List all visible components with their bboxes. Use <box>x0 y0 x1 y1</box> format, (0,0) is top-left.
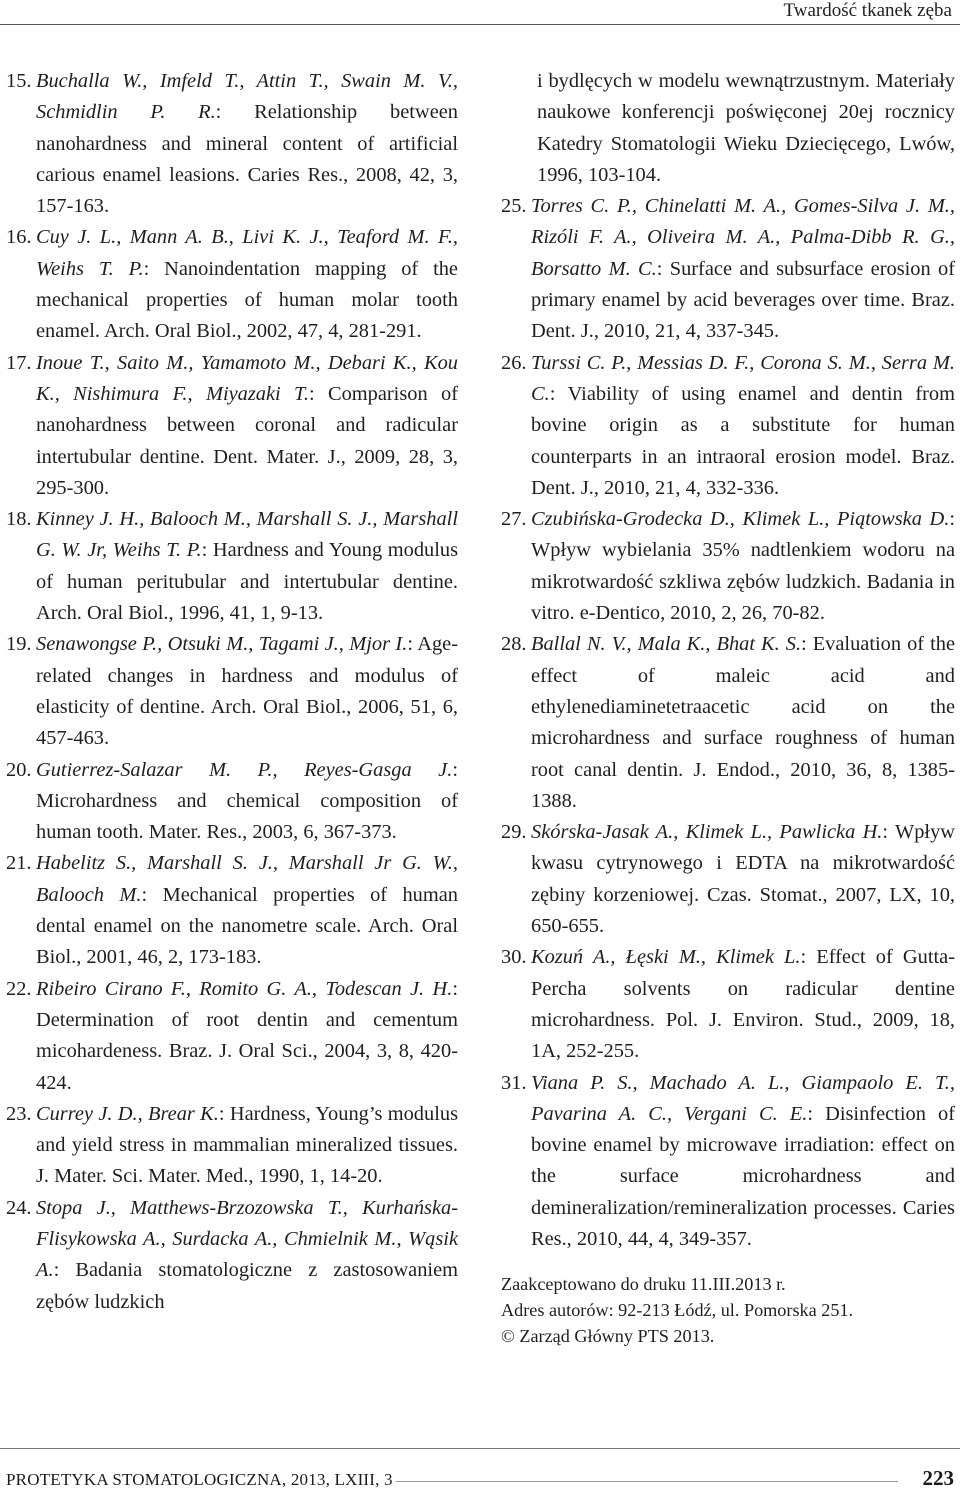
page-number: 223 <box>922 1466 954 1490</box>
reference-details: : Viability of using enamel and dentin from bovine origin as a substitute for human counterparts in an intraoral erosion model. Braz. Dent. J., 2010, 21, 4, 332-336. <box>531 382 955 499</box>
author-address: Adres autorów: 92-213 Łódź, ul. Pomorska 251. <box>501 1300 854 1321</box>
reference-15: 15. Buchalla W., Imfeld T., Attin T., Swain M. V., Schmidlin P. R.: Relationship between nanohardness and mineral content of artificial carious enamel leasions. Caries Res., 2008, 42, 3, 157-163. <box>6 70 458 218</box>
reference-authors: Stopa J., Matthews-Brzozowska T., Kurhańska-Flisykowska A., Surdacka A., Chmielnik M., Wąsik A. <box>36 1196 458 1282</box>
reference-20: 20. Gutierrez-Salazar M. P., Reyes-Gasga J.: Microhardness and chemical composition of human tooth. Mater. Res., 2003, 6, 367-373. <box>6 758 458 844</box>
reference-details: : Effect of Gutta-Percha solvents on radicular dentine microhardness. Pol. J. Environ. Stud., 2009, 18, 1A, 252-255. <box>531 946 956 1063</box>
reference-authors: Inoue T., Saito M., Yamamoto M., Debari K., Kou K., Nishimura F., Miyazaki T. <box>36 351 458 405</box>
reference-details: : Evaluation of the effect of maleic acid and ethylenediaminetetraacetic acid on the microhardness and surface roughness of human root canal dentin. J. Endod., 2010, 36, 8, 1385-1388. <box>531 633 955 812</box>
right-column <box>501 66 955 1349</box>
reference-details: : Relationship between nanohardness and mineral content of artificial carious enamel leasions. Caries Res., 2008, 42, 3, 157-163. <box>36 101 458 218</box>
footer-rule <box>0 1448 960 1449</box>
reference-authors: Czubińska-Grodecka D., Klimek L., Piątowska D. <box>531 508 950 531</box>
reference-authors: Ribeiro Cirano F., Romito G. A., Todescan J. H. <box>36 977 453 1000</box>
running-title: Twardość tkanek zęba <box>783 0 952 21</box>
reference-details: : Nanoindentation mapping of the mechanical properties of human molar tooth enamel. Arch. Oral Biol., 2002, 47, 4, 281-291. <box>36 257 458 343</box>
reference-details: : Wpływ kwasu cytrynowego i EDTA na mikrotwardość zębiny korzeniowej. Czas. Stomat., 2007, LX, 10, 650-655. <box>531 821 955 938</box>
reference-authors: Ballal N. V., Mala K., Bhat K. S. <box>531 633 802 656</box>
reference-28: 28. Ballal N. V., Mala K., Bhat K. S.: Evaluation of the effect of maleic acid and ethylenediaminetetraacetic acid on the microhardness and surface roughness of human root canal dentin. J. Endod., 2010, 36, 8, 1385-1388. <box>501 633 955 812</box>
reference-authors: Cuy J. L., Mann A. B., Livi K. J., Teaford M. F., Weihs T. P. <box>36 226 458 280</box>
reference-authors: Torres C. P., Chinelatti M. A., Gomes-Silva J. M., Rizóli F. A., Oliveira M. A., Palma-Dibb R. G., Borsatto M. C. <box>531 195 955 280</box>
reference-details: : Mechanical properties of human dental enamel on the nanometre scale. Arch. Oral Biol., 2001, 46, 2, 173-183. <box>36 883 458 969</box>
reference-details: : Surface and subsurface erosion of primary enamel by acid beverages over time. Braz. Dent. J., 2010, 21, 4, 337-345. <box>531 257 956 343</box>
reference-details: : Disinfection of bovine enamel by microwave irradiation: effect on the surface microhardness and demineralization/remineralization processes. Caries Res., 2010, 44, 4, 349-357. <box>531 1102 955 1250</box>
reference-authors: Turssi C. P., Messias D. F., Corona S. M., Serra M. C. <box>531 351 955 405</box>
reference-24: 24. Stopa J., Matthews-Brzozowska T., Kurhańska-Flisykowska A., Surdacka A., Chmielnik M., Wąsik A.: Badania stomatologiczne z zastosowaniem zębów ludzkich <box>6 1196 458 1313</box>
reference-21: 21. Habelitz S., Marshall S. J., Marshall Jr G. W., Balooch M.: Mechanical properties of human dental enamel on the nanometre scale. Arch. Oral Biol., 2001, 46, 2, 173-183. <box>6 852 458 969</box>
reference-26: 26. Turssi C. P., Messias D. F., Corona S. M., Serra M. C.: Viability of using enamel and dentin from bovine origin as a substitute for human counterparts in an intraoral erosion model. Braz. Dent. J., 2010, 21, 4, 332-336. <box>501 351 955 499</box>
copyright-note: © Zarząd Główny PTS 2013. <box>501 1326 715 1347</box>
reference-details: : Wpływ wybielania 35% nadtlenkiem wodoru na mikrotwardość szkliwa zębów ludzkich. Badania in vitro. e-Dentico, 2010, 2, 26, 70-82. <box>531 508 955 625</box>
reference-details: : Hardness, Young’s modulus and yield stress in mammalian mineralized tissues. J. Mater. Sci. Mater. Med., 1990, 1, 14-20. <box>36 1102 458 1188</box>
reference-details: : Age-related changes in hardness and modulus of elasticity of dentine. Arch. Oral Biol., 2006, 51, 6, 457-463. <box>36 633 458 750</box>
reference-authors: Gutierrez-Salazar M. P., Reyes-Gasga J. <box>36 758 453 781</box>
reference-17: 17. Inoue T., Saito M., Yamamoto M., Debari K., Kou K., Nishimura F., Miyazaki T.: Comparison of nanohardness between coronal and radicular intertubular dentine. Dent. Mater. J., 2009, 28, 3, 295-300. <box>6 351 458 499</box>
footer-line <box>396 1481 898 1482</box>
reference-authors: Kinney J. H., Balooch M., Marshall S. J., Marshall G. W. Jr, Weihs T. P. <box>36 508 458 562</box>
reference-31: 31. Viana P. S., Machado A. L., Giampaolo E. T., Pavarina A. C., Vergani C. E.: Disinfection of bovine enamel by microwave irradiation: effect on the surface microhardness and demineralization/remineralization processes. Caries Res., 2010, 44, 4, 349-357. <box>501 1071 955 1250</box>
reference-authors: Viana P. S., Machado A. L., Giampaolo E. T., Pavarina A. C., Vergani C. E. <box>531 1071 955 1125</box>
reference-23: 23. Currey J. D., Brear K.: Hardness, Young’s modulus and yield stress in mammalian mineralized tissues. J. Mater. Sci. Mater. Med., 1990, 1, 14-20. <box>6 1102 458 1188</box>
acceptance-note: Zaakceptowano do druku 11.III.2013 r. <box>501 1274 786 1295</box>
reference-authors: Kozuń A., Łęski M., Klimek L. <box>531 946 801 969</box>
reference-authors: Senawongse P., Otsuki M., Tagami J., Mjor I. <box>36 633 408 656</box>
reference-details: : Determination of root dentin and cementum micohardeness. Braz. J. Oral Sci., 2004, 3, 8, 420-424. <box>36 977 458 1094</box>
reference-authors: Habelitz S., Marshall S. J., Marshall Jr G. W., Balooch M. <box>36 852 458 906</box>
reference-authors: Skórska-Jasak A., Klimek L., Pawlicka H. <box>531 821 883 844</box>
reference-19: 19. Senawongse P., Otsuki M., Tagami J., Mjor I.: Age-related changes in hardness and modulus of elasticity of dentine. Arch. Oral Biol., 2006, 51, 6, 457-463. <box>6 633 458 750</box>
reference-authors: Currey J. D., Brear K. <box>36 1102 219 1125</box>
reference-details: : Comparison of nanohardness between coronal and radicular intertubular dentine. Dent. Mater. J., 2009, 28, 3, 295-300. <box>36 382 458 499</box>
reference-27: 27. Czubińska-Grodecka D., Klimek L., Piątowska D.: Wpływ wybielania 35% nadtlenkiem wodoru na mikrotwardość szkliwa zębów ludzkich. Badania in vitro. e-Dentico, 2010, 2, 26, 70-82. <box>501 508 955 625</box>
reference-24-continuation: i bydlęcych w modelu wewnątrzustnym. Materiały naukowe konferencji poświęconej 20ej rocznicy Katedry Stomatologii Wieku Dziecięcego, Lwów, 1996, 103-104. <box>537 70 955 186</box>
reference-16: 16. Cuy J. L., Mann A. B., Livi K. J., Teaford M. F., Weihs T. P.: Nanoindentation mapping of the mechanical properties of human molar tooth enamel. Arch. Oral Biol., 2002, 47, 4, 281-291. <box>6 226 458 343</box>
reference-details: : Hardness and Young modulus of human peritubular and intertubular dentine. Arch. Oral Biol., 1996, 41, 1, 9-13. <box>36 539 459 625</box>
reference-30: 30. Kozuń A., Łęski M., Klimek L.: Effect of Gutta-Percha solvents on radicular dentine microhardness. Pol. J. Environ. Stud., 2009, 18, 1A, 252-255. <box>501 946 956 1063</box>
reference-22: 22. Ribeiro Cirano F., Romito G. A., Todescan J. H.: Determination of root dentin and cementum micohardeness. Braz. J. Oral Sci., 2004, 3, 8, 420-424. <box>6 977 458 1094</box>
reference-25: 25. Torres C. P., Chinelatti M. A., Gomes-Silva J. M., Rizóli F. A., Oliveira M. A., Palma-Dibb R. G., Borsatto M. C.: Surface and subsurface erosion of primary enamel by acid beverages over time. Braz. Dent. J., 2010, 21, 4, 337-345. <box>501 195 956 343</box>
journal-title: PROTETYKA STOMATOLOGICZNA, 2013, LXIII, 3 <box>6 1470 393 1489</box>
left-column <box>6 66 458 1318</box>
article-notes <box>501 1271 955 1349</box>
reference-details: : Badania stomatologiczne z zastosowaniem zębów ludzkich <box>36 1259 458 1313</box>
reference-18: 18. Kinney J. H., Balooch M., Marshall S. J., Marshall G. W. Jr, Weihs T. P.: Hardness and Young modulus of human peritubular and intertubular dentine. Arch. Oral Biol., 1996, 41, 1, 9-13. <box>6 508 459 625</box>
reference-29: 29. Skórska-Jasak A., Klimek L., Pawlicka H.: Wpływ kwasu cytrynowego i EDTA na mikrotwardość zębiny korzeniowej. Czas. Stomat., 2007, LX, 10, 650-655. <box>501 821 955 938</box>
reference-details: : Microhardness and chemical composition of human tooth. Mater. Res., 2003, 6, 367-373. <box>36 758 458 844</box>
reference-authors: Buchalla W., Imfeld T., Attin T., Swain M. V., Schmidlin P. R. <box>36 70 458 124</box>
header-rule <box>0 24 960 25</box>
